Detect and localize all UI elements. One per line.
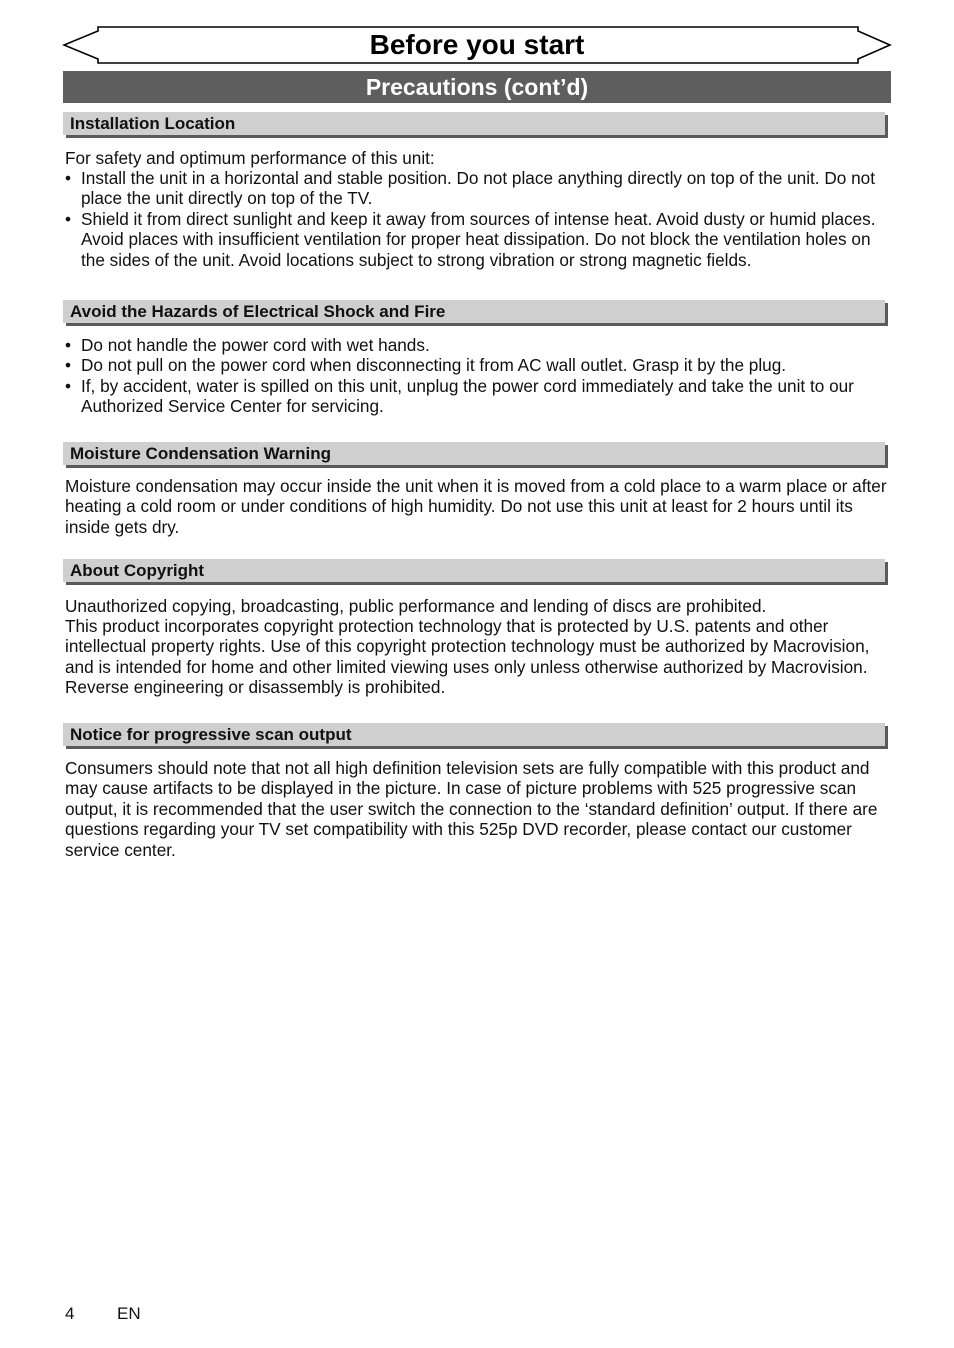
section-heading-label: About Copyright bbox=[70, 561, 205, 580]
section-heading-copyright bbox=[63, 559, 885, 582]
page-title: Before you start bbox=[369, 29, 585, 60]
installation-bullet-list bbox=[65, 168, 891, 270]
copyright-line-1: Unauthorized copying, broadcasting, public performance and lending of discs are prohibited. bbox=[65, 596, 767, 616]
installation-intro: For safety and optimum performance of this unit: bbox=[65, 148, 435, 168]
section-heading-installation bbox=[63, 112, 885, 135]
section-heading-label: Moisture Condensation Warning bbox=[70, 444, 331, 463]
title-banner bbox=[62, 25, 892, 65]
electrical-bullet-list bbox=[65, 335, 891, 417]
list-item: • Shield it from direct sunlight and keep it away from sources of intense heat. Avoid dusty or humid places. Avoid places with insufficient ventilation for proper heat dissipation. Do not block the ventilation holes on the sides of the unit. Avoid locations subject to strong vibration or strong magnetic fields. bbox=[65, 209, 891, 270]
section-heading-label: Installation Location bbox=[70, 114, 236, 133]
list-item: • Do not handle the power cord with wet hands. bbox=[65, 335, 891, 355]
section-heading-electrical bbox=[63, 300, 885, 323]
section-heading-progressive bbox=[63, 723, 885, 746]
list-item: • Do not pull on the power cord when disconnecting it from AC wall outlet. Grasp it by the plug. bbox=[65, 355, 891, 375]
section-heading-moisture bbox=[63, 442, 885, 465]
page-subtitle: Precautions (cont’d) bbox=[63, 71, 891, 103]
copyright-line-2: This product incorporates copyright protection technology that is protected by U.S. patents and other intellectual property rights. Use of this copyright protection technology must be authorized by Macrovision, and is intended for home and other limited viewing uses only unless otherwise authorized by Macrovision. Reverse engineering or disassembly is prohibited. bbox=[65, 616, 870, 698]
page-number: 4 bbox=[65, 1304, 75, 1323]
progressive-body: Consumers should note that not all high definition television sets are fully compatible with this product and may cause artifacts to be displayed in the picture. In case of picture problems with 525 progressive scan output, it is recommended that the user switch the connection to the ‘standard definition’ output. If there are questions regarding your TV set compatibility with this 525p DVD recorder, please contact our customer service center. bbox=[65, 758, 878, 860]
list-item: • If, by accident, water is spilled on this unit, unplug the power cord immediately and take the unit to our Authorized Service Center for servicing. bbox=[65, 376, 891, 417]
section-heading-label: Notice for progressive scan output bbox=[70, 725, 352, 744]
list-item: • Install the unit in a horizontal and stable position. Do not place anything directly on top of the unit. Do not place the unit directly on top of the TV. bbox=[65, 168, 891, 209]
section-heading-label: Avoid the Hazards of Electrical Shock and Fire bbox=[70, 302, 446, 321]
language-code: EN bbox=[117, 1304, 141, 1323]
moisture-body: Moisture condensation may occur inside the unit when it is moved from a cold place to a warm place or after heating a cold room or under conditions of high humidity. Do not use this unit at least for 2 hours until its inside gets dry. bbox=[65, 476, 887, 537]
